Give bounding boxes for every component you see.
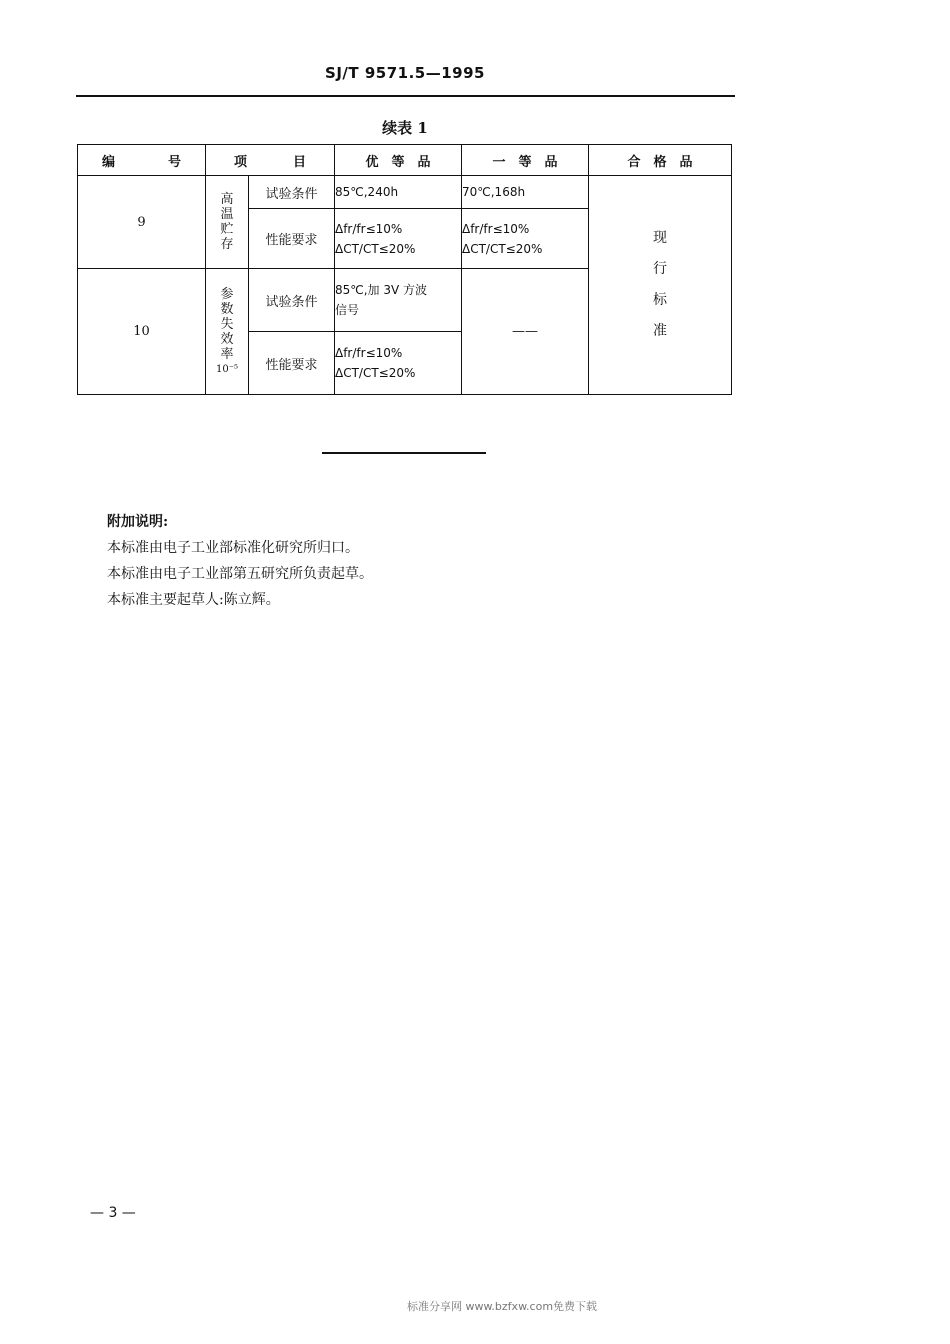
requirements-label: 性能要求: [249, 208, 335, 269]
notes-line: 本标准由电子工业部第五研究所负责起草。: [107, 566, 373, 582]
first-class-not-applicable: ——: [462, 269, 589, 395]
conditions-label: 试验条件: [249, 176, 335, 208]
superior-requirements: Δfr/fr≤10% ΔCT/CT≤20%: [335, 332, 462, 395]
header-number: 编 号: [78, 145, 206, 176]
first-class-conditions: 70℃,168h: [462, 176, 589, 208]
header-item: 项 目: [206, 145, 335, 176]
watermark-text: 标准分享网 www.bzfxw.com免费下载: [406, 1300, 598, 1313]
spec-table: [77, 144, 732, 395]
qualified-value: 现 行 标 准: [589, 176, 732, 395]
page-number: — 3 —: [90, 1205, 136, 1221]
header-first-class: 一 等 品: [462, 145, 589, 176]
first-class-requirements: Δfr/fr≤10% ΔCT/CT≤20%: [462, 208, 589, 269]
row-number: 10: [78, 269, 206, 395]
header-qualified: 合 格 品: [589, 145, 732, 176]
requirements-label: 性能要求: [249, 332, 335, 395]
notes-line: 本标准主要起草人:陈立辉。: [107, 592, 280, 608]
row-number: 9: [78, 176, 206, 269]
table-row: [78, 176, 732, 208]
row-item: 参 数 失 效 率 10⁻⁵: [206, 269, 249, 395]
table-caption: 续表 1: [382, 119, 428, 137]
conditions-label: 试验条件: [249, 269, 335, 332]
header-rule: [76, 95, 735, 97]
table-header-row: [78, 145, 732, 176]
notes-title: 附加说明:: [107, 514, 169, 530]
header-superior: 优 等 品: [335, 145, 462, 176]
superior-conditions: 85℃,240h: [335, 176, 462, 208]
end-of-standard-rule: [322, 452, 486, 454]
superior-conditions: 85℃,加 3V 方波 信号: [335, 269, 462, 332]
additional-notes: [107, 509, 373, 613]
notes-line: 本标准由电子工业部标准化研究所归口。: [107, 540, 359, 556]
row-item: 高 温 贮 存: [206, 176, 249, 269]
document-code: SJ/T 9571.5—1995: [325, 64, 485, 82]
superior-requirements: Δfr/fr≤10% ΔCT/CT≤20%: [335, 208, 462, 269]
